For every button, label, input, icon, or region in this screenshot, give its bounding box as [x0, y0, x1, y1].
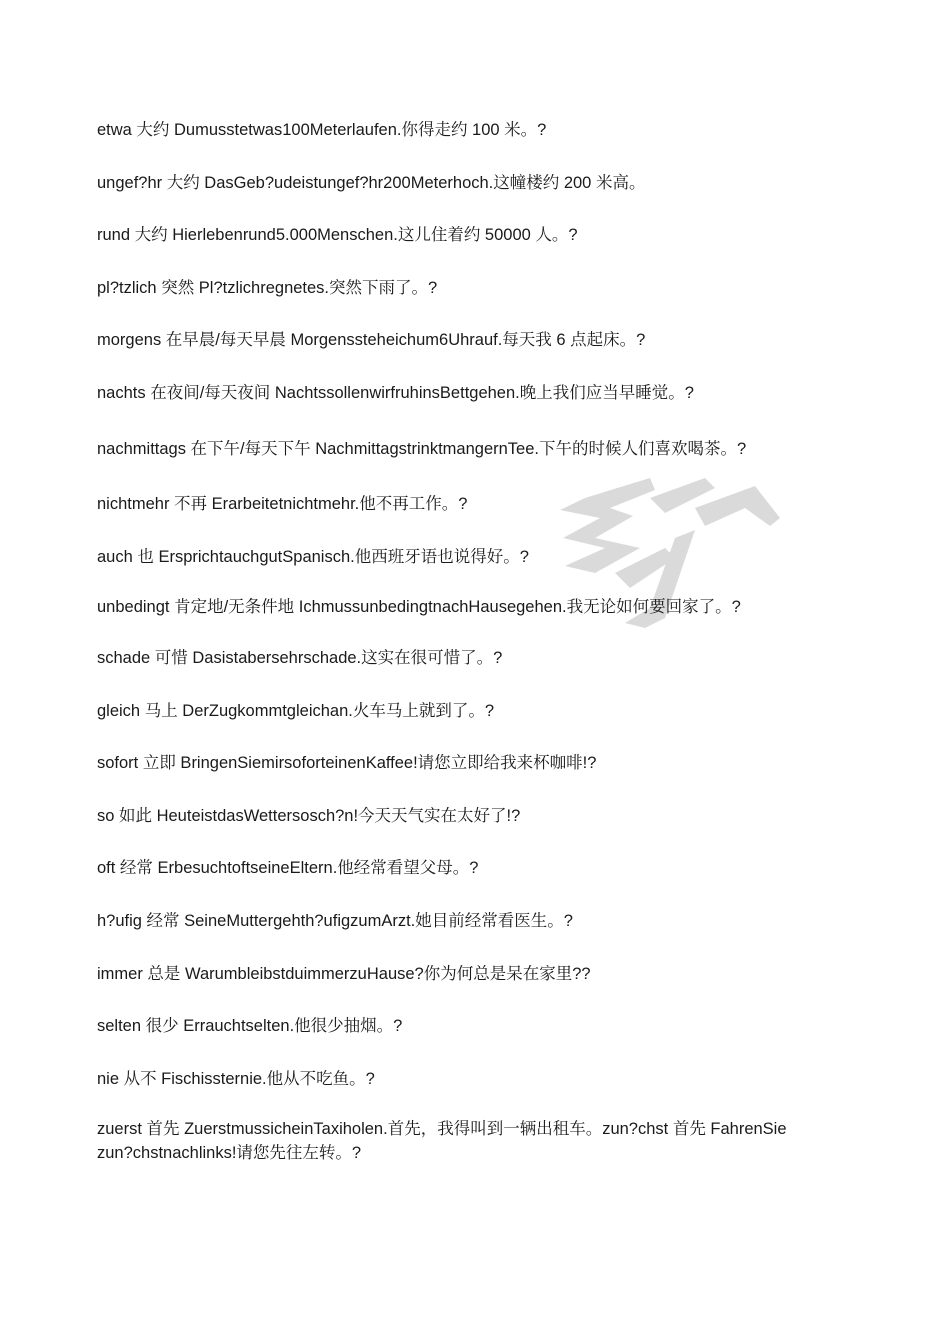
list-item: selten 很少 Errauchtselten.他很少抽烟。? — [97, 1017, 403, 1036]
list-item: rund 大约 Hierlebenrund5.000Menschen.这儿住着约 50000 人。? — [97, 226, 578, 245]
vocabulary-list — [97, 116, 787, 1190]
list-item: immer 总是 WarumbleibstduimmerzuHause?你为何总是呆在家里?? — [97, 964, 591, 983]
list-item: nachmittags 在下午/每天下午 NachmittagstrinktmangernTee.下午的时候人们喜欢喝茶。? — [97, 439, 747, 458]
list-item: etwa 大约 Dumusstetwas100Meterlaufen.你得走约 100 米。? — [97, 121, 547, 139]
list-item: ungef?hr 大约 DasGeb?udeistungef?hr200Meterhoch.这幢楼约 200 米高。 — [97, 173, 646, 192]
list-item: nie 从不 Fischissternie.他从不吃鱼。? — [97, 1069, 375, 1088]
list-item: so 如此 HeuteistdasWettersosch?n!今天天气实在太好了!? — [97, 806, 521, 825]
list-item: sofort 立即 BringenSiemirsoforteinenKaffee!请您立即给我来杯咖啡!? — [97, 754, 597, 773]
list-item: schade 可惜 Dasistabersehrschade.这实在很可惜了。? — [97, 648, 503, 667]
list-item: h?ufig 经常 SeineMuttergehth?ufigzumArzt.她目前经常看医生。? — [97, 911, 573, 930]
list-item: pl?tzlich 突然 Pl?tzlichregnetes.突然下雨了。? — [97, 278, 438, 297]
list-item: oft 经常 ErbesuchtoftseineEltern.他经常看望父母。? — [97, 859, 479, 878]
list-item: zuerst 首先 ZuerstmussicheinTaxiholen.首先，我得叫到一辆出租车。zun?chst 首先 FahrenSiezun?chstnachlinks!请您先往左转。? — [97, 1120, 787, 1163]
list-item: gleich 马上 DerZugkommtgleichan.火车马上就到了。? — [97, 701, 495, 720]
list-item: nichtmehr 不再 Erarbeitetnichtmehr.他不再工作。? — [97, 495, 468, 514]
list-item: unbedingt 肯定地/无条件地 IchmussunbedingtnachHausegehen.我无论如何要回家了。? — [97, 598, 741, 617]
list-item: auch 也 ErsprichtauchgutSpanisch.他西班牙语也说得好。? — [97, 547, 529, 566]
list-item: nachts 在夜间/每天夜间 NachtssollenwirfruhinsBettgehen.晚上我们应当早睡觉。? — [97, 383, 694, 402]
list-item: morgens 在早晨/每天早晨 Morgenssteheichum6Uhrauf.每天我 6 点起床。? — [97, 331, 646, 350]
